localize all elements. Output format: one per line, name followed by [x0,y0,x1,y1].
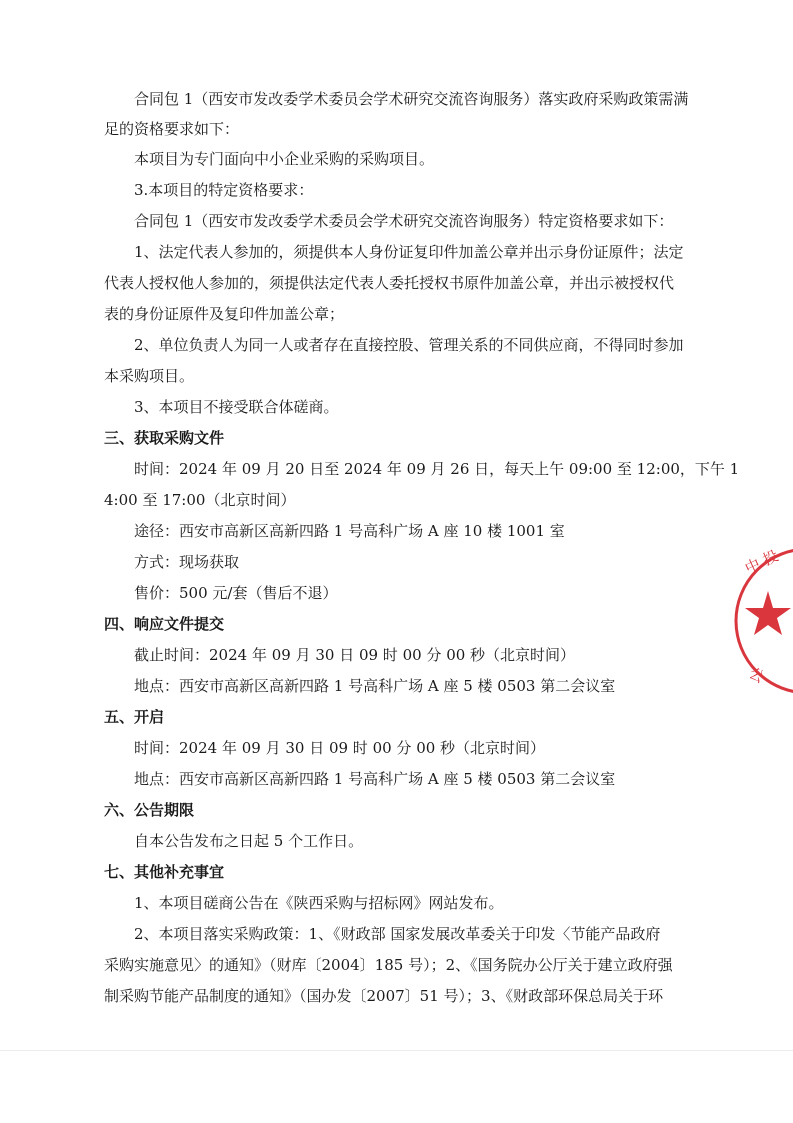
section-heading: 四、响应文件提交 [104,615,225,633]
paragraph-line: 自本公告发布之日起 5 个工作日。 [134,832,364,850]
paragraph-line: 时间：2024 年 09 月 20 日至 2024 年 09 月 26 日，每天上午 09:00 至 12:00，下午 1 [134,460,740,478]
paragraph-line: 方式：现场获取 [134,553,240,571]
paragraph-line: 制采购节能产品制度的通知》（国办发〔2007〕51 号）；3、《财政部环保总局关于环 [104,987,664,1005]
paragraph-line: 时间：2024 年 09 月 30 日 09 时 00 分 00 秒（北京时间） [134,739,546,757]
page-divider [0,1050,793,1051]
paragraph-line: 2、单位负责人为同一人或者存在直接控股、管理关系的不同供应商，不得同时参加 [134,336,684,354]
paragraph-line: 本项目为专门面向中小企业采购的采购项目。 [134,150,435,168]
paragraph-line: 本采购项目。 [104,367,195,385]
section-heading: 五、开启 [104,708,165,726]
paragraph-line: 3.本项目的特定资格要求： [134,181,314,199]
paragraph-line: 2、本项目落实采购政策：1、《财政部 国家发展改革委关于印发〈节能产品政府 [134,925,661,943]
paragraph-line: 地点：西安市高新区高新四路 1 号高科广场 A 座 5 楼 0503 第二会议室 [134,770,616,788]
paragraph-line: 地点：西安市高新区高新四路 1 号高科广场 A 座 5 楼 0503 第二会议室 [134,677,616,695]
svg-text:公: 公 [746,663,769,687]
section-heading: 六、公告期限 [104,801,195,819]
paragraph-line: 足的资格要求如下： [104,120,240,138]
paragraph-line: 4:00 至 17:00（北京时间） [104,491,296,509]
company-seal [728,536,793,706]
paragraph-line: 1、本项目磋商公告在《陕西采购与招标网》网站发布。 [134,894,504,912]
paragraph-line: 表的身份证原件及复印件加盖公章； [104,305,345,323]
paragraph-line: 1、法定代表人参加的，须提供本人身份证复印件加盖公章并出示身份证原件；法定 [134,243,684,261]
paragraph-line: 代表人授权他人参加的，须提供法定代表人委托授权书原件加盖公章，并出示被授权代 [104,274,675,292]
paragraph-line: 合同包 1（西安市发改委学术委员会学术研究交流咨询服务）特定资格要求如下： [134,212,674,230]
paragraph-line: 3、本项目不接受联合体磋商。 [134,398,339,416]
star-icon [745,591,791,635]
paragraph-line: 售价：500 元/套（售后不退） [134,584,338,602]
svg-text:中 投: 中 投 [742,546,782,578]
paragraph-line: 采购实施意见〉的通知》（财库〔2004〕185 号）；2、《国务院办公厅关于建立政府强 [104,956,673,974]
section-heading: 七、其他补充事宜 [104,863,225,881]
paragraph-line: 截止时间：2024 年 09 月 30 日 09 时 00 分 00 秒（北京时间） [134,646,576,664]
paragraph-line: 途径：西安市高新区高新四路 1 号高科广场 A 座 10 楼 1001 室 [134,522,565,540]
section-heading: 三、获取采购文件 [104,429,225,447]
paragraph-line: 合同包 1（西安市发改委学术委员会学术研究交流咨询服务）落实政府采购政策需满 [134,90,689,108]
